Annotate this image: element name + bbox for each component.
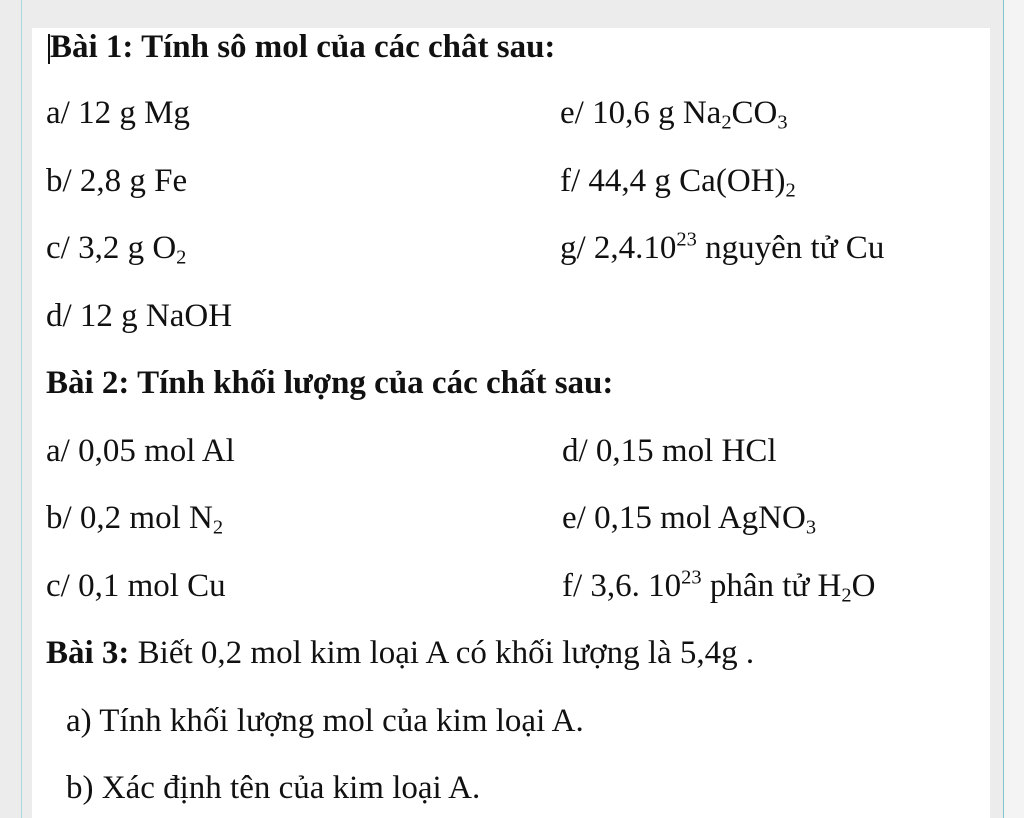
subscript: 2: [721, 111, 732, 134]
superscript: 23: [681, 566, 702, 589]
item-value: 12 g NaOH: [79, 298, 233, 334]
item-tail: phân tử H: [701, 568, 842, 604]
item-value: 10,6 g Na: [592, 95, 722, 131]
item-tail: nguyên tử Cu: [696, 230, 885, 266]
bai2-item-d: [562, 432, 777, 470]
item-label: e/: [560, 95, 584, 131]
bai2-item-f: [562, 567, 875, 605]
scrollbar-track[interactable]: [1004, 0, 1024, 818]
bai3-label: Bài 3:: [46, 635, 130, 671]
bai2-item-e: [562, 499, 816, 537]
bai2-item-b: [46, 499, 223, 537]
item-label: e/: [562, 500, 586, 536]
item-label: f/: [560, 163, 581, 199]
bai1-item-a: [46, 94, 190, 132]
subscript: 2: [176, 246, 187, 269]
bai1-item-b: [46, 162, 187, 200]
item-value-mid: CO: [731, 95, 778, 131]
item-label: d/: [46, 298, 72, 334]
bai3-question-b: b) Xác định tên của kim loại A.: [66, 770, 481, 806]
item-value: 12 g Mg: [78, 95, 190, 131]
item-label: a/: [46, 433, 70, 469]
bai3-text: Biết 0,2 mol kim loại A có khối lượng là 5,4g .: [129, 635, 755, 671]
document-page: [32, 28, 990, 818]
item-value: 2,4.10: [593, 230, 677, 266]
bai2-item-c: [46, 567, 226, 605]
item-value: 3,6. 10: [590, 568, 682, 604]
bai3-question-a: a) Tính khối lượng mol của kim loại A.: [66, 703, 584, 739]
item-value: 3,2 g O: [78, 230, 177, 266]
subscript: 3: [805, 516, 817, 539]
item-label: b/: [46, 500, 72, 536]
bai2-item-a: [46, 432, 235, 470]
item-label: g/: [560, 230, 586, 266]
subscript: 2: [841, 584, 852, 607]
bai1-item-c: [46, 229, 186, 267]
item-label: b/: [46, 163, 72, 199]
item-label: c/: [46, 230, 70, 266]
item-value: 2,8 g Fe: [79, 163, 188, 199]
bai1-item-g: [560, 229, 884, 267]
item-value: 44,4 g Ca(OH): [588, 163, 786, 199]
bai1-item-f: [560, 162, 796, 200]
bai3-statement: [46, 634, 754, 672]
bai1-item-d: [46, 297, 232, 335]
item-value: 0,15 mol HCl: [595, 433, 777, 469]
item-end: O: [851, 568, 876, 604]
item-value: 0,1 mol Cu: [78, 568, 226, 604]
item-label: f/: [562, 568, 583, 604]
bai2-title: Bài 2: Tính khối lượng của các chất sau:: [46, 365, 614, 401]
item-value: 0,15 mol AgNO: [594, 500, 806, 536]
item-label: d/: [562, 433, 588, 469]
subscript: 2: [212, 516, 224, 539]
subscript: 3: [777, 111, 788, 134]
item-value: 0,05 mol Al: [78, 433, 235, 469]
superscript: 23: [676, 228, 697, 251]
bai1-title: Bài 1: Tính sô mol của các chât sau:: [50, 29, 556, 65]
subscript: 2: [785, 179, 796, 202]
frame-border-left: [21, 0, 22, 818]
item-label: c/: [46, 568, 70, 604]
item-value: 0,2 mol N: [79, 500, 213, 536]
bai1-item-e: [560, 94, 788, 132]
item-label: a/: [46, 95, 70, 131]
